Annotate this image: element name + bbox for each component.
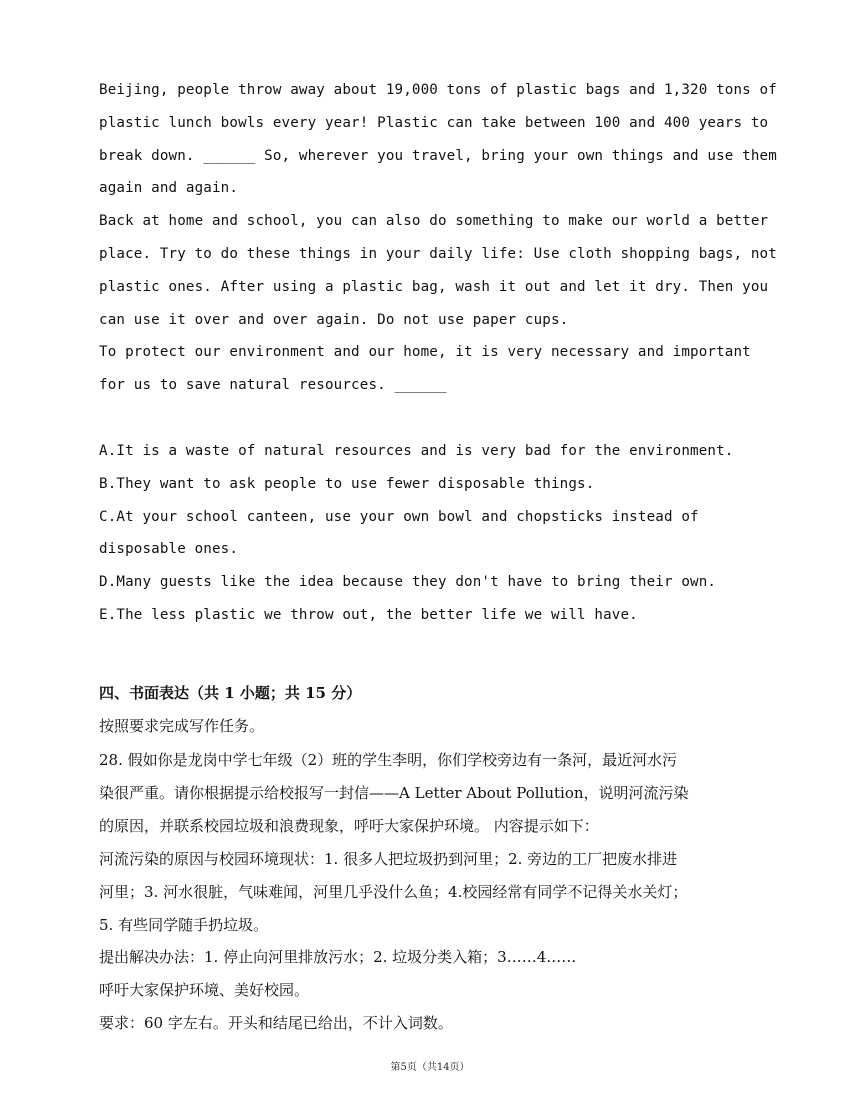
page-footer: 第5页（共14页） (390, 1062, 470, 1073)
passage-line: can use it over and over again. Do not use paper cups. (99, 312, 569, 328)
passage-line: To protect our environment and our home, it is very necessary and important (99, 344, 751, 360)
writing-line: 5. 有些同学随手扔垃圾。 (99, 916, 269, 934)
option-c-continued: disposable ones. (99, 541, 239, 557)
passage-line: break down. ______ So, wherever you travel, bring your own things and use them (99, 148, 777, 164)
passage-line: place. Try to do these things in your daily life: Use cloth shopping bags, not (99, 246, 777, 262)
passage-line: Back at home and school, you can also do something to make our world a better (99, 213, 769, 229)
passage-line: again and again. (99, 180, 239, 196)
writing-line: 河流污染的原因与校园环境现状：1. 很多人把垃圾扔到河里；2. 旁边的工厂把废水排进 (99, 850, 678, 868)
writing-line: 28. 假如你是龙岗中学七年级（2）班的学生李明，你们学校旁边有一条河，最近河水污 (99, 751, 678, 769)
writing-line: 提出解决办法：1. 停止向河里排放污水；2. 垃圾分类入箱；3……4…… (99, 948, 577, 966)
option-c: C.At your school canteen, use your own bowl and chopsticks instead of (99, 509, 699, 525)
writing-line: 染很严重。请你根据提示给校报写一封信——A Letter About Pollution，说明河流污染 (99, 784, 689, 802)
passage-line: plastic ones. After using a plastic bag, wash it out and let it dry. Then you (99, 279, 769, 295)
writing-line: 河里；3. 河水很脏，气味难闻，河里几乎没什么鱼；4.校园经常有同学不记得关水关灯； (99, 883, 688, 901)
writing-line: 呼吁大家保护环境、美好校园。 (99, 981, 310, 999)
writing-line: 的原因，并联系校园垃圾和浪费现象，呼吁大家保护环境。 内容提示如下： (99, 817, 599, 835)
passage-line: plastic lunch bowls every year! Plastic can take between 100 and 400 years to (99, 115, 769, 131)
writing-line: 按照要求完成写作任务。 (99, 717, 265, 735)
section-heading: 四、书面表达（共 1 小题；共 15 分） (99, 684, 362, 702)
option-a: A.It is a waste of natural resources and is very bad for the environment. (99, 443, 734, 459)
option-d: D.Many guests like the idea because they don't have to bring their own. (99, 574, 717, 590)
option-e: E.The less plastic we throw out, the better life we will have. (99, 607, 638, 623)
passage-line: Beijing, people throw away about 19,000 tons of plastic bags and 1,320 tons of (99, 82, 777, 98)
writing-line: 要求：60 字左右。开头和结尾已给出，不计入词数。 (99, 1014, 453, 1032)
option-b: B.They want to ask people to use fewer disposable things. (99, 476, 595, 492)
passage-line: for us to save natural resources. ______ (99, 377, 447, 393)
